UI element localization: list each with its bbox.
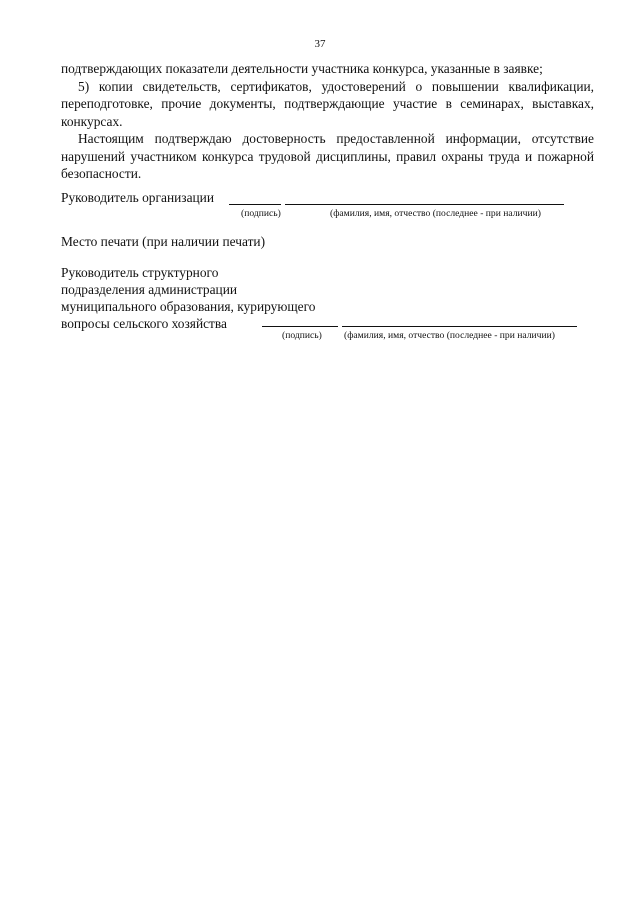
org-signature-line	[229, 204, 281, 205]
admin-head-label	[61, 264, 315, 332]
admin-label-line-4: вопросы сельского хозяйства	[61, 316, 227, 331]
admin-signature-line	[262, 326, 338, 327]
admin-label-line-1: Руководитель структурного	[61, 265, 219, 280]
admin-signature-caption: (подпись)	[282, 330, 322, 341]
org-head-label: Руководитель организации	[61, 190, 215, 205]
body-text	[61, 60, 594, 183]
org-name-line	[285, 204, 564, 205]
org-signature-caption: (подпись)	[241, 208, 281, 219]
paragraph-item-5: 5) копии свидетельств, сертификатов, удостоверений о повышении квалификации, переподготовке, прочие документы, подтверждающие участие в семинарах, выставках, конкурсах.	[61, 78, 594, 129]
paragraph-continuation: подтверждающих показатели деятельности участника конкурса, указанные в заявке;	[61, 61, 543, 76]
page-number: 37	[314, 38, 326, 50]
admin-label-line-2: подразделения администрации	[61, 282, 238, 297]
paragraph-confirmation: Настоящим подтверждаю достоверность предоставленной информации, отсутствие нарушений участником конкурса трудовой дисциплины, правил охраны труда и пожарной безопасности.	[61, 131, 594, 181]
admin-name-caption: (фамилия, имя, отчество (последнее - при наличии)	[344, 330, 555, 341]
org-name-caption: (фамилия, имя, отчество (последнее - при наличии)	[330, 208, 541, 219]
admin-name-line	[342, 326, 577, 327]
stamp-note: Место печати (при наличии печати)	[61, 234, 266, 249]
admin-label-line-3: муниципального образования, курирующего	[61, 299, 316, 314]
